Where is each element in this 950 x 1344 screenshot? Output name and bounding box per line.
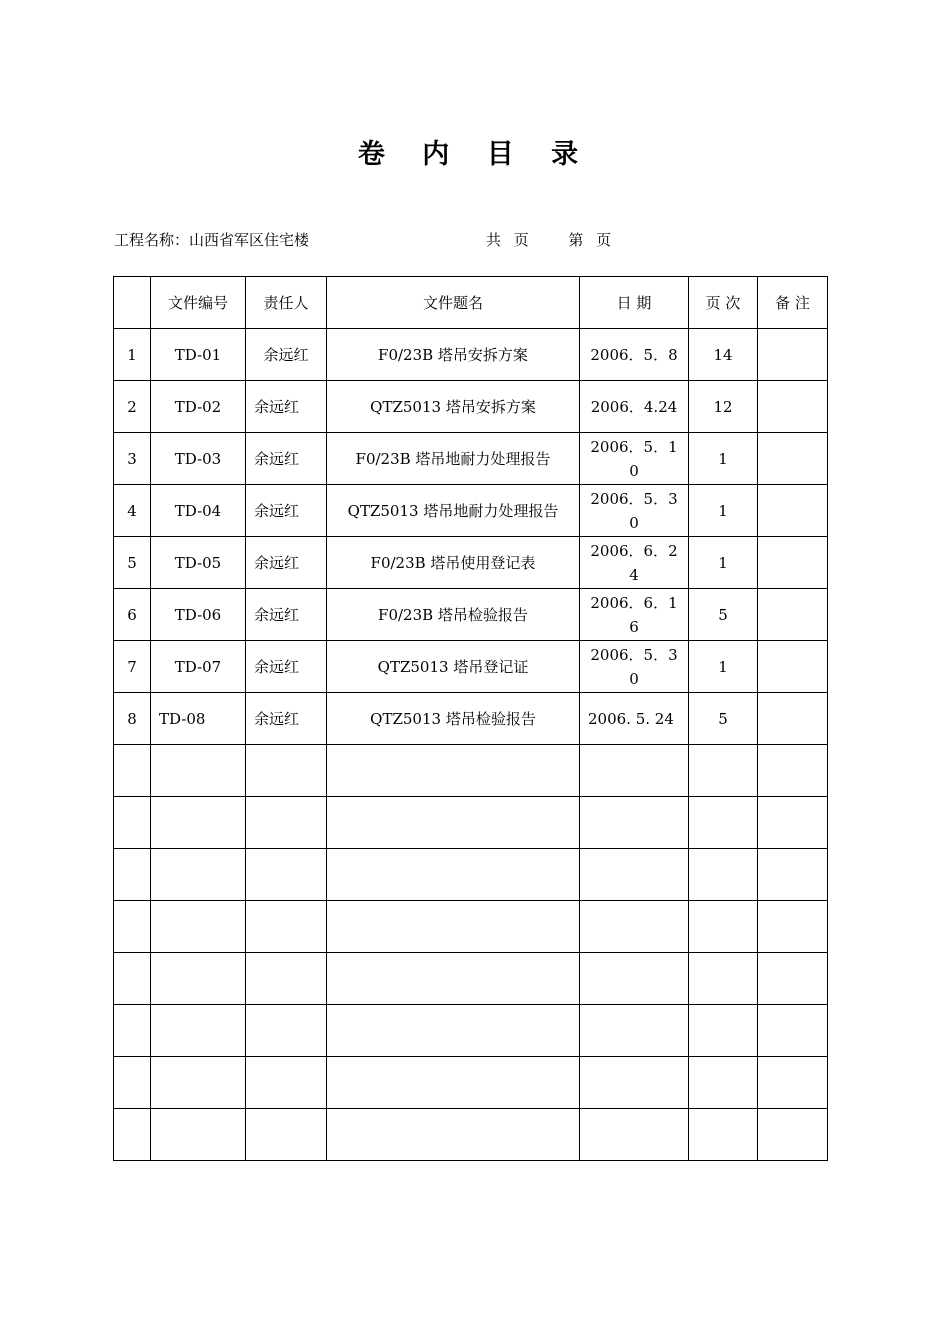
row-no: 3 — [114, 433, 151, 485]
row-no: 6 — [114, 589, 151, 641]
row-date — [580, 537, 689, 589]
row-person: 余远红 — [246, 485, 327, 537]
row-title: QTZ5013 塔吊安拆方案 — [327, 381, 580, 433]
table-row-empty — [114, 849, 828, 901]
header-person: 责任人 — [246, 277, 327, 329]
row-no: 2 — [114, 381, 151, 433]
header-file-code: 文件编号 — [151, 277, 246, 329]
row-note — [758, 485, 828, 537]
table-row-empty — [114, 745, 828, 797]
row-date-text: 2006．5．10 — [590, 437, 678, 480]
row-code: TD-07 — [151, 641, 246, 693]
row-date: 2006. 5. 24 — [580, 693, 689, 745]
row-title: F0/23B 塔吊使用登记表 — [327, 537, 580, 589]
row-title: F0/23B 塔吊地耐力处理报告 — [327, 433, 580, 485]
table-row-empty — [114, 901, 828, 953]
row-pages: 12 — [689, 381, 758, 433]
row-date — [580, 485, 689, 537]
page-count — [486, 229, 615, 250]
directory-table — [113, 276, 828, 1161]
row-no: 4 — [114, 485, 151, 537]
row-code: TD-05 — [151, 537, 246, 589]
table-row-empty — [114, 1057, 828, 1109]
row-pages: 1 — [689, 433, 758, 485]
row-note — [758, 537, 828, 589]
row-note — [758, 589, 828, 641]
row-title: QTZ5013 塔吊检验报告 — [327, 693, 580, 745]
row-person: 余远红 — [246, 641, 327, 693]
table-row — [114, 433, 828, 485]
table-row-empty — [114, 953, 828, 1005]
table-row — [114, 589, 828, 641]
row-pages: 1 — [689, 485, 758, 537]
row-person: 余远红 — [246, 693, 327, 745]
page-title: 卷 内 目 录 — [357, 139, 593, 170]
row-no: 7 — [114, 641, 151, 693]
header-date: 日 期 — [580, 277, 689, 329]
row-date — [580, 381, 689, 433]
row-person: 余远红 — [246, 537, 327, 589]
row-note — [758, 693, 828, 745]
table-header-row — [114, 277, 828, 329]
table-row — [114, 381, 828, 433]
table-row — [114, 329, 828, 381]
row-pages: 14 — [689, 329, 758, 381]
row-person: 余远红 — [246, 381, 327, 433]
table-row — [114, 537, 828, 589]
row-person: 余远红 — [246, 329, 327, 381]
table-row — [114, 693, 828, 745]
row-pages: 5 — [689, 589, 758, 641]
row-note — [758, 329, 828, 381]
row-pages: 1 — [689, 537, 758, 589]
table-row — [114, 485, 828, 537]
row-date — [580, 641, 689, 693]
row-date-text: 2006．6．24 — [590, 541, 678, 584]
row-no: 5 — [114, 537, 151, 589]
header-note: 备 注 — [758, 277, 828, 329]
row-date — [580, 329, 689, 381]
row-title: F0/23B 塔吊安拆方案 — [327, 329, 580, 381]
row-title: QTZ5013 塔吊登记证 — [327, 641, 580, 693]
row-note — [758, 381, 828, 433]
row-pages: 5 — [689, 693, 758, 745]
row-date-text: 2006．5．30 — [590, 489, 678, 532]
row-date-text: 2006．6．16 — [590, 593, 678, 636]
row-date-text: 2006．4.24 — [590, 397, 678, 416]
row-person: 余远红 — [246, 589, 327, 641]
table-row-empty — [114, 1109, 828, 1161]
row-no: 8 — [114, 693, 151, 745]
row-code: TD-02 — [151, 381, 246, 433]
header-file-title: 文件题名 — [327, 277, 580, 329]
row-no: 1 — [114, 329, 151, 381]
row-title: F0/23B 塔吊检验报告 — [327, 589, 580, 641]
header-no — [114, 277, 151, 329]
row-note — [758, 641, 828, 693]
table-row-empty — [114, 1005, 828, 1057]
row-pages: 1 — [689, 641, 758, 693]
table-row-empty — [114, 797, 828, 849]
row-date-text: 2006．5．30 — [590, 645, 678, 688]
row-note — [758, 433, 828, 485]
row-code: TD-06 — [151, 589, 246, 641]
row-person: 余远红 — [246, 433, 327, 485]
row-title: QTZ5013 塔吊地耐力处理报告 — [327, 485, 580, 537]
row-code: TD-03 — [151, 433, 246, 485]
page-number-label: 第 页 — [568, 231, 616, 249]
row-date — [580, 589, 689, 641]
header-pages: 页 次 — [689, 277, 758, 329]
row-code: TD-04 — [151, 485, 246, 537]
table-row — [114, 641, 828, 693]
project-name: 工程名称：山西省军区住宅楼 — [114, 231, 310, 249]
row-code: TD-08 — [151, 693, 246, 745]
row-code: TD-01 — [151, 329, 246, 381]
row-date — [580, 433, 689, 485]
row-date-text: 2006．5．8 — [590, 345, 678, 364]
total-pages-label: 共 页 — [486, 231, 533, 249]
